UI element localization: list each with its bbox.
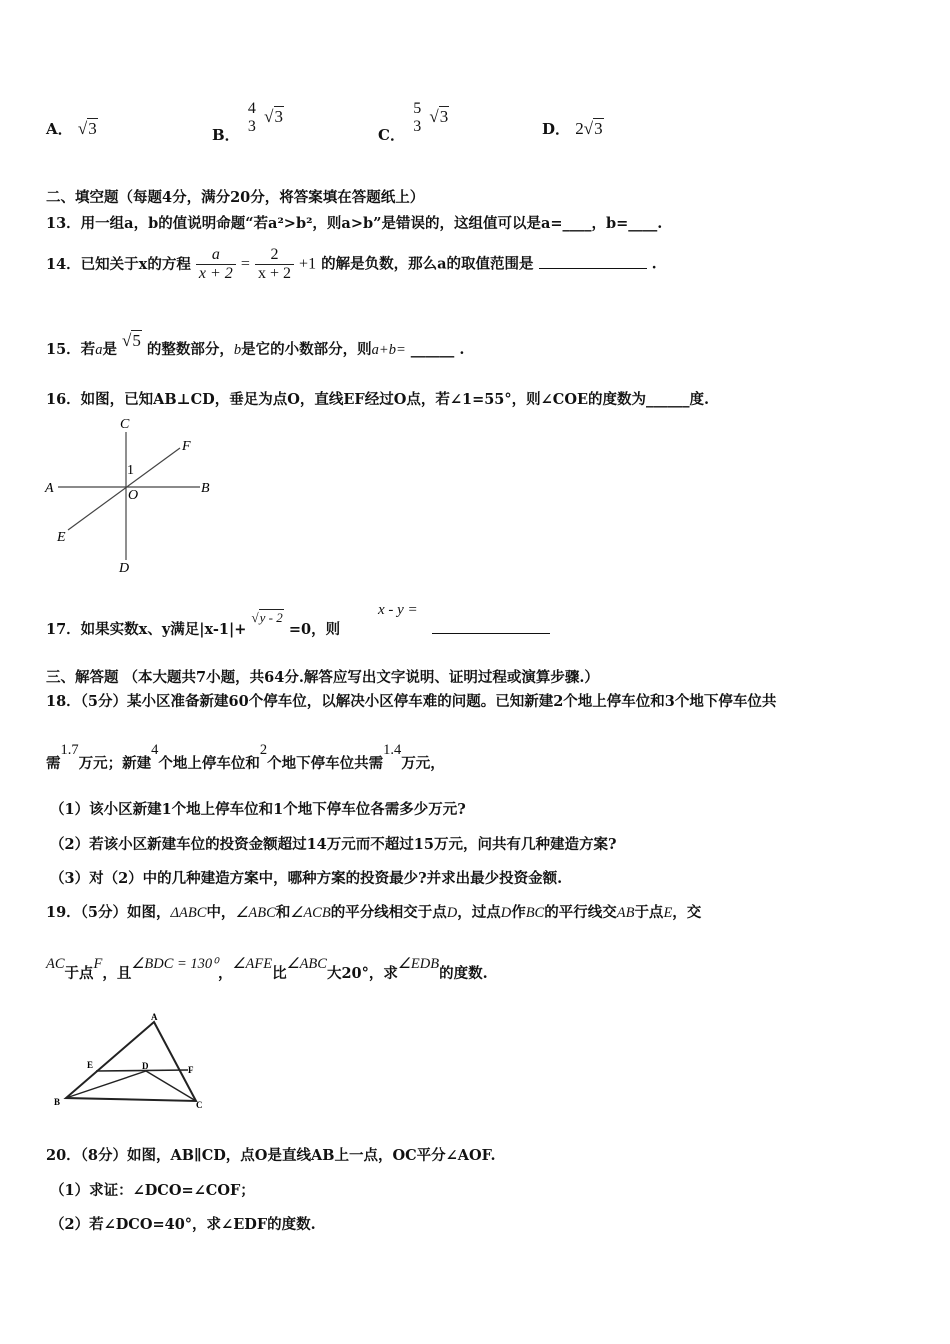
option-a: [46, 118, 98, 139]
fig19-label-a: A: [151, 1012, 158, 1022]
question-14: 14．已知关于x的方程 $\frac{a}{x + 2}$ = $\frac{2}{x + 2}$ +1 的解是负数，那么a的取值范围是 .: [46, 246, 657, 282]
figure-19: [50, 1010, 220, 1115]
option-a-label: A．: [46, 120, 73, 138]
question-20-line-1: 20．（8分）如图，AB∥CD，点O是直线AB上一点，OC平分∠AOF.: [46, 1147, 496, 1164]
fig16-label-1: 1: [127, 463, 134, 478]
question-18-part-2: （2）若该小区新建车位的投资金额超过14万元而不超过15万元，问共有几种建造方案?: [50, 836, 617, 853]
option-d: [542, 118, 604, 139]
fig16-line-ef: [68, 448, 180, 530]
q15-radical: √5: [122, 331, 141, 350]
fig16-label-a: A: [45, 481, 54, 496]
fig16-label-o: O: [128, 488, 139, 503]
option-b-label: B．: [212, 126, 240, 144]
section-3-title: 三、解答题 （本大题共7小题，共64分.解答应写出文字说明、证明过程或演算步骤.）: [46, 669, 599, 686]
option-c-label: C．: [378, 126, 405, 144]
fig19-label-b: B: [54, 1097, 61, 1107]
q14-fraction-1: $\frac{a}{x + 2}$: [196, 246, 236, 283]
option-c-fraction: 5 3: [413, 100, 422, 135]
question-20-part-1: （1）求证：∠DCO=∠COF；: [50, 1182, 255, 1199]
fig19-label-f: F: [188, 1065, 194, 1075]
option-b: [212, 100, 284, 144]
q17-answer-blank[interactable]: [432, 618, 550, 634]
question-18-line-2: 需1.7万元；新建4个地上停车位和2个地下停车位共需1.4万元，: [46, 742, 445, 772]
fig16-label-d: D: [119, 561, 130, 576]
question-20-part-2: （2）若∠DCO=40°，求∠EDF的度数.: [50, 1216, 316, 1233]
question-18-part-1: （1）该小区新建1个地上停车位和1个地下停车位各需多少万元?: [50, 801, 466, 818]
fig19-label-d: D: [142, 1061, 149, 1071]
q17-radical: √y - 2: [251, 610, 283, 625]
question-13: 13．用一组a，b的值说明命题“若a²>b²，则a>b”是错误的，这组值可以是a=____，b=____.: [46, 215, 663, 232]
question-18-line-1: 18．（5分）某小区准备新建60个停车位，以解决小区停车难的问题。已知新建2个地上停车位和3个地下停车位共: [46, 693, 777, 710]
option-d-value: 2√3: [575, 119, 603, 138]
section-2-title: 二、填空题（每题4分，满分20分，将答案填在答题纸上）: [46, 189, 425, 206]
fig16-label-b: B: [201, 481, 210, 496]
fig19-line-bd: [66, 1071, 146, 1098]
option-b-fraction: 4 3: [247, 100, 256, 135]
question-19-line-2: AC于点F，且∠BDC = 130⁰，∠AFE比∠ABC大20°，求∠EDB的度数.: [46, 956, 488, 982]
option-c: [378, 100, 449, 144]
q14-answer-blank[interactable]: [539, 268, 647, 269]
option-b-radical: √3: [264, 107, 283, 126]
question-17: 17．如果实数x、y满足|x-1|+ √y - 2 =0，则: [46, 610, 341, 638]
question-15: 15．若a是 √5 的整数部分，b是它的小数部分，则a+b= ______ .: [46, 331, 465, 358]
option-c-radical: √3: [429, 107, 449, 126]
question-18-part-3: （3）对（2）中的几种建造方案中，哪种方案的投资最少?并求出最少投资金额.: [50, 870, 563, 887]
q17-expression: x - y =: [378, 602, 418, 618]
question-19-line-1: 19．（5分）如图，ΔABC中，∠ABC和∠ACB的平分线相交于点D，过点D作BC的平行线交AB于点E，交: [46, 904, 702, 921]
option-d-label: D．: [542, 120, 571, 138]
fig16-label-e: E: [57, 530, 66, 545]
q14-fraction-2: $\frac{2}{x + 2}$: [255, 246, 294, 283]
figure-16: [40, 412, 230, 582]
fig16-label-f: F: [182, 439, 191, 454]
question-16: 16．如图，已知AB⊥CD，垂足为点O，直线EF经过O点，若∠1=55°，则∠COE的度数为______度.: [46, 391, 710, 408]
fig19-label-e: E: [87, 1060, 94, 1070]
fig19-label-c: C: [196, 1100, 203, 1110]
fig16-label-c: C: [120, 417, 130, 432]
option-a-value: √3: [77, 119, 97, 138]
